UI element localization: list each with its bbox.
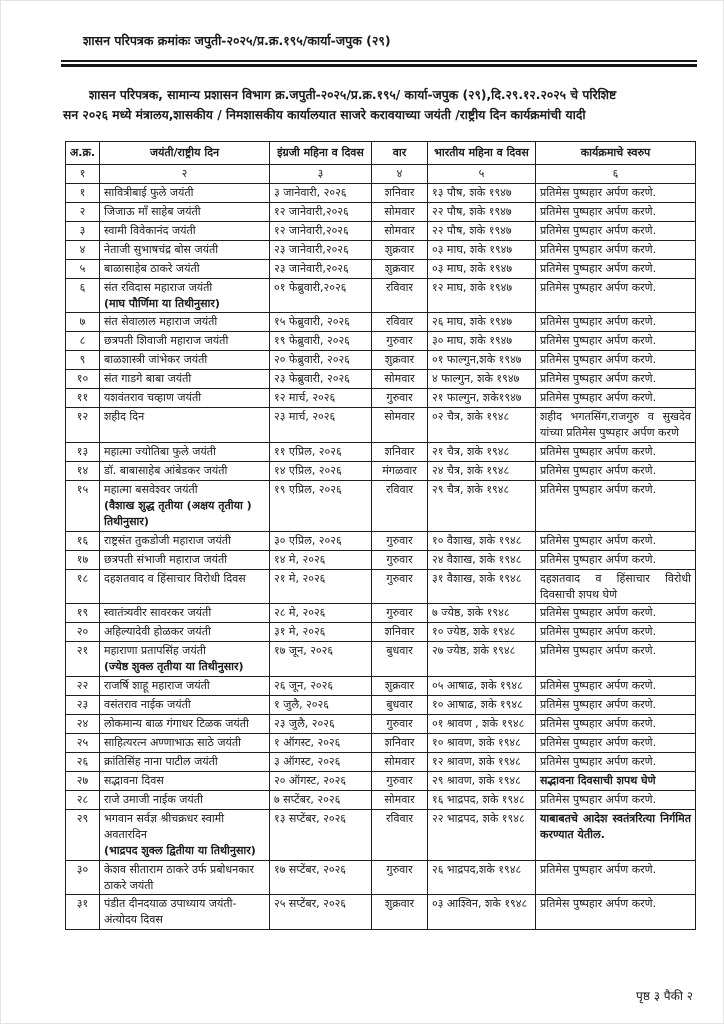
weekday-cell: गुरुवार xyxy=(372,860,428,895)
occasion-name: यशवंतराव चव्हाण जयंती xyxy=(104,391,202,405)
table-row xyxy=(66,550,696,569)
occasion-cell xyxy=(100,408,270,443)
english-date-cell: १४ मे, २०२६ xyxy=(270,550,372,569)
indian-date-cell: २९ श्रावण, शके १९४८ xyxy=(428,771,536,790)
occasion-name: महात्मा बसवेश्वर जयंती xyxy=(104,482,198,496)
serial-number-cell: २३ xyxy=(66,696,100,715)
english-date-cell: १ जुलै, २०२६ xyxy=(270,696,372,715)
program-cell: प्रतिमेस पुष्पहार अर्पण करणे. xyxy=(536,202,696,221)
english-date-cell: २३ फेब्रुवारी, २०२६ xyxy=(270,370,372,389)
weekday-cell: मंगळवार xyxy=(372,461,428,480)
english-date-cell: २६ जून, २०२६ xyxy=(270,677,372,696)
serial-number-cell: ५ xyxy=(66,259,100,278)
occasion-cell xyxy=(100,278,270,313)
program-cell: प्रतिमेस पुष्पहार अर्पण करणे. xyxy=(536,461,696,480)
header-divider-rule xyxy=(61,60,697,67)
indian-date-cell: २२ पौष, शके १९४७ xyxy=(428,202,536,221)
weekday-cell: सोमवार xyxy=(372,370,428,389)
indian-date-cell: ०३ माघ, शके १९४७ xyxy=(428,240,536,259)
occasion-name: शहीद दिन xyxy=(104,410,145,424)
weekday-cell: बुधवार xyxy=(372,696,428,715)
table-row xyxy=(66,389,696,408)
serial-number-cell: १६ xyxy=(66,531,100,550)
column-number: ३ xyxy=(270,164,372,183)
serial-number-cell: २० xyxy=(66,623,100,642)
indian-date-cell: १० आषाढ, शके १९४८ xyxy=(428,696,536,715)
weekday-cell: शुक्रवार xyxy=(372,240,428,259)
occasion-cell xyxy=(100,550,270,569)
occasion-cell xyxy=(100,221,270,240)
indian-date-cell: ३० माघ, शके १९४७ xyxy=(428,332,536,351)
page-number: पृष्ठ ३ पैकी २ xyxy=(636,989,693,1003)
indian-date-cell: ०५ आषाढ, शके १९४८ xyxy=(428,677,536,696)
column-header-occasion: जयंती/राष्ट्रीय दिन xyxy=(100,142,270,165)
indian-date-cell: २१ फाल्गुन, शके१९४७ xyxy=(428,389,536,408)
serial-number-cell: ९ xyxy=(66,351,100,370)
weekday-cell: सोमवार xyxy=(372,221,428,240)
occasion-cell xyxy=(100,677,270,696)
english-date-cell: २३ मार्च, २०२६ xyxy=(270,408,372,443)
holiday-schedule-table xyxy=(65,141,696,930)
table-row xyxy=(66,278,696,313)
english-date-cell: ०१ फेब्रुवारी,२०२६ xyxy=(270,278,372,313)
occasion-name: अहिल्यादेवी होळकर जयंती xyxy=(104,625,211,639)
serial-number-cell: ६ xyxy=(66,278,100,313)
occasion-cell xyxy=(100,332,270,351)
program-cell: प्रतिमेस पुष्पहार अर्पण करणे. xyxy=(536,259,696,278)
occasion-cell xyxy=(100,696,270,715)
table-row xyxy=(66,895,696,930)
program-cell: प्रतिमेस पुष्पहार अर्पण करणे. xyxy=(536,715,696,734)
english-date-cell: २० ऑगस्ट, २०२६ xyxy=(270,771,372,790)
english-date-cell: १३ सप्टेंबर, २०२६ xyxy=(270,809,372,860)
program-cell: प्रतिमेस पुष्पहार अर्पण करणे. xyxy=(536,221,696,240)
table-row xyxy=(66,332,696,351)
indian-date-cell: ४ फाल्गुन, शके १९४७ xyxy=(428,370,536,389)
program-cell: प्रतिमेस पुष्पहार अर्पण करणे. xyxy=(536,443,696,462)
program-cell: प्रतिमेस पुष्पहार अर्पण करणे. xyxy=(536,790,696,809)
weekday-cell: गुरुवार xyxy=(372,771,428,790)
occasion-name: महाराणा प्रतापसिंह जयंती xyxy=(104,644,206,658)
english-date-cell: १७ जून, २०२६ xyxy=(270,642,372,677)
english-date-cell: १९ एप्रिल, २०२६ xyxy=(270,480,372,531)
indian-date-cell: २२ पौष, शके १९४७ xyxy=(428,221,536,240)
occasion-cell xyxy=(100,259,270,278)
column-header-serial: अ.क्र. xyxy=(66,142,100,165)
english-date-cell: २३ जुलै, २०२६ xyxy=(270,715,372,734)
occasion-name: बाळशास्त्री जांभेकर जयंती xyxy=(104,353,208,367)
weekday-cell: गुरुवार xyxy=(372,332,428,351)
english-date-cell: १ ऑगस्ट, २०२६ xyxy=(270,734,372,753)
indian-date-cell: १६ भाद्रपद, शके १९४८ xyxy=(428,790,536,809)
indian-date-cell: १३ पौष, शके १९४७ xyxy=(428,183,536,202)
table-row xyxy=(66,569,696,604)
table-row xyxy=(66,408,696,443)
occasion-name: संत गाडगे बाबा जयंती xyxy=(104,372,192,386)
table-row xyxy=(66,183,696,202)
weekday-cell: रविवार xyxy=(372,480,428,531)
english-date-cell: १९ फेब्रुवारी, २०२६ xyxy=(270,332,372,351)
occasion-name: नेताजी सुभाषचंद्र बोस जयंती xyxy=(104,242,219,256)
column-number: १ xyxy=(66,164,100,183)
table-row xyxy=(66,480,696,531)
circular-intro xyxy=(63,86,667,126)
table-row xyxy=(66,809,696,860)
indian-date-cell: २६ भाद्रपद,शके १९४८ xyxy=(428,860,536,895)
program-cell: प्रतिमेस पुष्पहार अर्पण करणे. xyxy=(536,860,696,895)
weekday-cell: गुरुवार xyxy=(372,569,428,604)
serial-number-cell: १७ xyxy=(66,550,100,569)
serial-number-cell: ३१ xyxy=(66,895,100,930)
serial-number-cell: ३ xyxy=(66,221,100,240)
column-header-english-date: इंग्रजी महिना व दिवस xyxy=(270,142,372,165)
program-cell: याबाबतचे आदेश स्वतंत्ररित्या निर्गमित करण्यात येतील. xyxy=(536,809,696,860)
indian-date-cell: ०१ फाल्गुन,शके १९४७ xyxy=(428,351,536,370)
indian-date-cell: २२ भाद्रपद, शके १९४८ xyxy=(428,809,536,860)
indian-date-cell: २७ ज्येष्ठ, शके १९४८ xyxy=(428,642,536,677)
intro-line-2: सन २०२६ मध्ये मंत्रालय,शासकीय / निमशासकीय कार्यालयात साजरे करावयाच्या जयंती /राष्ट्रीय दिन कार्यक्रमांची यादी xyxy=(63,107,586,122)
serial-number-cell: ७ xyxy=(66,313,100,332)
program-cell: शहीद भगतसिंग,राजगुरु व सुखदेव यांच्या प्रतिमेस पुष्पहार अर्पण करणे xyxy=(536,408,696,443)
indian-date-cell: २१ चैत्र, शके १९४८ xyxy=(428,443,536,462)
occasion-name: डॉ. बाबासाहेब आंबेडकर जयंती xyxy=(104,463,228,477)
serial-number-cell: २ xyxy=(66,202,100,221)
weekday-cell: सोमवार xyxy=(372,752,428,771)
occasion-name: संत सेवालाल महाराज जयंती xyxy=(104,315,218,329)
occasion-cell xyxy=(100,895,270,930)
serial-number-cell: ११ xyxy=(66,389,100,408)
weekday-cell: शनिवार xyxy=(372,623,428,642)
occasion-cell xyxy=(100,715,270,734)
english-date-cell: २३ जानेवारी,२०२६ xyxy=(270,259,372,278)
occasion-cell xyxy=(100,531,270,550)
indian-date-cell: ७ ज्येष्ठ, शके १९४८ xyxy=(428,604,536,623)
serial-number-cell: २९ xyxy=(66,809,100,860)
weekday-cell: सोमवार xyxy=(372,790,428,809)
occasion-cell xyxy=(100,809,270,860)
occasion-name: महात्मा ज्योतिबा फुले जयंती xyxy=(104,445,216,458)
program-cell: प्रतिमेस पुष्पहार अर्पण करणे. xyxy=(536,480,696,531)
program-cell: प्रतिमेस पुष्पहार अर्पण करणे. xyxy=(536,183,696,202)
weekday-cell: गुरुवार xyxy=(372,531,428,550)
indian-date-cell: २९ चैत्र, शके १९४८ xyxy=(428,480,536,531)
indian-date-cell: २४ चैत्र, शके १९४८ xyxy=(428,461,536,480)
column-number: ६ xyxy=(536,164,696,183)
serial-number-cell: ४ xyxy=(66,240,100,259)
program-cell: प्रतिमेस पुष्पहार अर्पण करणे. xyxy=(536,313,696,332)
intro-line-1: शासन परिपत्रक, सामान्य प्रशासन विभाग क्र.जपुती-२०२५/प्र.क्र.१९५/ कार्या-जपुक (२९),दि.२९.१२.२०२५ चे परिशिष्ट xyxy=(89,88,617,102)
occasion-cell xyxy=(100,443,270,462)
english-date-cell: १२ मार्च, २०२६ xyxy=(270,389,372,408)
serial-number-cell: २७ xyxy=(66,771,100,790)
program-cell: प्रतिमेस पुष्पहार अर्पण करणे. xyxy=(536,677,696,696)
table-row xyxy=(66,604,696,623)
program-cell: प्रतिमेस पुष्पहार अर्पण करणे. xyxy=(536,734,696,753)
occasion-name: दहशतवाद व हिंसाचार विरोधी दिवस xyxy=(104,571,246,585)
serial-number-cell: १४ xyxy=(66,461,100,480)
program-cell: प्रतिमेस पुष्पहार अर्पण करणे. xyxy=(536,278,696,313)
occasion-cell xyxy=(100,389,270,408)
occasion-cell xyxy=(100,569,270,604)
table-row xyxy=(66,752,696,771)
occasion-name: राष्ट्रसंत तुकडोजी महाराज जयंती xyxy=(104,533,231,547)
english-date-cell: १५ फेब्रुवारी, २०२६ xyxy=(270,313,372,332)
english-date-cell: २० फेब्रुवारी, २०२६ xyxy=(270,351,372,370)
occasion-cell xyxy=(100,480,270,531)
serial-number-cell: ३० xyxy=(66,860,100,895)
program-cell: दहशतवाद व हिंसाचार विरोधी दिवसाची शपथ घेणे xyxy=(536,569,696,604)
weekday-cell: गुरुवार xyxy=(372,715,428,734)
occasion-cell xyxy=(100,240,270,259)
program-cell: प्रतिमेस पुष्पहार अर्पण करणे. xyxy=(536,604,696,623)
weekday-cell: शनिवार xyxy=(372,734,428,753)
occasion-name: संत रविदास महाराज जयंती xyxy=(104,280,213,294)
occasion-name: जिजाऊ माँ साहेब जयंती xyxy=(104,204,201,218)
weekday-cell: रविवार xyxy=(372,278,428,313)
english-date-cell: ११ एप्रिल, २०२६ xyxy=(270,443,372,462)
occasion-name: बाळासाहेब ठाकरे जयंती xyxy=(104,261,200,275)
english-date-cell: २१ मे, २०२६ xyxy=(270,569,372,604)
occasion-cell xyxy=(100,370,270,389)
indian-date-cell: २४ वैशाख, शके १९४८ xyxy=(428,550,536,569)
english-date-cell: ३० एप्रिल, २०२६ xyxy=(270,531,372,550)
occasion-name: वसंतराव नाईक जयंती xyxy=(104,698,191,712)
weekday-cell: शुक्रवार xyxy=(372,259,428,278)
english-date-cell: २३ जानेवारी,२०२६ xyxy=(270,240,372,259)
serial-number-cell: २४ xyxy=(66,715,100,734)
table-row xyxy=(66,240,696,259)
serial-number-cell: १२ xyxy=(66,408,100,443)
occasion-name: सावित्रीबाई फुले जयंती xyxy=(104,185,194,199)
occasion-cell xyxy=(100,313,270,332)
indian-date-cell: ३१ वैशाख, शके १९४८ xyxy=(428,569,536,604)
circular-reference-number: शासन परिपत्रक क्रमांकः जपुती-२०२५/प्र.क्र.१९५/कार्या-जपुक (२९) xyxy=(83,33,391,48)
serial-number-cell: २५ xyxy=(66,734,100,753)
occasion-name: केशव सीताराम ठाकरे उर्फ प्रबोधनकार ठाकरे जयंती xyxy=(104,862,255,892)
program-cell: प्रतिमेस पुष्पहार अर्पण करणे. xyxy=(536,623,696,642)
serial-number-cell: १९ xyxy=(66,604,100,623)
english-date-cell: १२ जानेवारी,२०२६ xyxy=(270,221,372,240)
weekday-cell: रविवार xyxy=(372,313,428,332)
table-row xyxy=(66,443,696,462)
occasion-cell xyxy=(100,183,270,202)
occasion-name: सद्भावना दिवस xyxy=(104,773,164,787)
occasion-name: राजे उमाजी नाईक जयंती xyxy=(104,792,203,806)
occasion-name: साहित्यरत्न अण्णाभाऊ साठे जयंती xyxy=(104,736,241,749)
serial-number-cell: २६ xyxy=(66,752,100,771)
occasion-cell xyxy=(100,771,270,790)
column-header-weekday: वार xyxy=(372,142,428,165)
program-cell: प्रतिमेस पुष्पहार अर्पण करणे. xyxy=(536,531,696,550)
occasion-cell xyxy=(100,623,270,642)
weekday-cell: शनिवार xyxy=(372,443,428,462)
program-cell: प्रतिमेस पुष्पहार अर्पण करणे. xyxy=(536,895,696,930)
occasion-name: लोकमान्य बाळ गंगाधर टिळक जयंती xyxy=(104,717,249,731)
table-row xyxy=(66,461,696,480)
program-cell: प्रतिमेस पुष्पहार अर्पण करणे. xyxy=(536,696,696,715)
english-date-cell: १७ सप्टेंबर, २०२६ xyxy=(270,860,372,895)
table-row xyxy=(66,677,696,696)
indian-date-cell: ०३ आश्विन, शके १९४८ xyxy=(428,895,536,930)
serial-number-cell: १० xyxy=(66,370,100,389)
program-cell: प्रतिमेस पुष्पहार अर्पण करणे. xyxy=(536,332,696,351)
weekday-cell: शनिवार xyxy=(372,183,428,202)
serial-number-cell: २८ xyxy=(66,790,100,809)
column-number-row xyxy=(66,164,696,183)
weekday-cell: रविवार xyxy=(372,809,428,860)
english-date-cell: ७ सप्टेंबर, २०२६ xyxy=(270,790,372,809)
table-row xyxy=(66,860,696,895)
english-date-cell: ३ जानेवारी, २०२६ xyxy=(270,183,372,202)
weekday-cell: शुक्रवार xyxy=(372,895,428,930)
indian-date-cell: १२ माघ, शके १९४७ xyxy=(428,278,536,313)
indian-date-cell: २६ माघ, शके १९४७ xyxy=(428,313,536,332)
occasion-name: क्रांतिसिंह नाना पाटील जयंती xyxy=(104,754,218,768)
occasion-name: छत्रपती शिवाजी महाराज जयंती xyxy=(104,334,229,348)
occasion-cell xyxy=(100,734,270,753)
serial-number-cell: १ xyxy=(66,183,100,202)
occasion-cell xyxy=(100,790,270,809)
column-number: २ xyxy=(100,164,270,183)
column-header-program: कार्यक्रमाचे स्वरुप xyxy=(536,142,696,165)
weekday-cell: सोमवार xyxy=(372,408,428,443)
serial-number-cell: १८ xyxy=(66,569,100,604)
table-row xyxy=(66,370,696,389)
occasion-name: छत्रपती संभाजी महाराज जयंती xyxy=(104,552,228,566)
occasion-name: पंडीत दीनदयाळ उपाध्याय जयंती- अंत्योदय दिवस xyxy=(104,897,237,927)
english-date-cell: २८ मे, २०२६ xyxy=(270,604,372,623)
occasion-tithi-note: (भाद्रपद शुक्ल द्वितीया या तिथीनुसार) xyxy=(104,843,256,857)
occasion-name: स्वातंत्र्यवीर सावरकर जयंती xyxy=(104,606,212,620)
english-date-cell: ३१ मे, २०२६ xyxy=(270,623,372,642)
column-number: ५ xyxy=(428,164,536,183)
column-header-indian-date: भारतीय महिना व दिवस xyxy=(428,142,536,165)
serial-number-cell: १५ xyxy=(66,480,100,531)
occasion-cell xyxy=(100,461,270,480)
table-row xyxy=(66,715,696,734)
column-number: ४ xyxy=(372,164,428,183)
occasion-name: भगवान सर्वज्ञ श्रीचक्रधर स्वामी अवतारदिन xyxy=(104,811,225,841)
weekday-cell: शुक्रवार xyxy=(372,677,428,696)
serial-number-cell: २२ xyxy=(66,677,100,696)
indian-date-cell: १२ श्रावण, शके १९४८ xyxy=(428,752,536,771)
indian-date-cell: ०१ श्रावण , शके १९४८ xyxy=(428,715,536,734)
occasion-tithi-note: (माघ पौर्णिमा या तिथीनुसार) xyxy=(104,296,220,310)
weekday-cell: गुरुवार xyxy=(372,389,428,408)
table-row xyxy=(66,531,696,550)
program-cell: प्रतिमेस पुष्पहार अर्पण करणे. xyxy=(536,389,696,408)
weekday-cell: गुरुवार xyxy=(372,550,428,569)
indian-date-cell: १० वैशाख, शके १९४८ xyxy=(428,531,536,550)
weekday-cell: गुरुवार xyxy=(372,604,428,623)
occasion-tithi-note: (वैशाख शुद्ध तृतीया (अक्षय तृतीया ) तिथीनुसार) xyxy=(104,498,252,528)
table-row xyxy=(66,351,696,370)
program-cell: प्रतिमेस पुष्पहार अर्पण करणे. xyxy=(536,550,696,569)
table-row xyxy=(66,259,696,278)
serial-number-cell: २१ xyxy=(66,642,100,677)
table-row xyxy=(66,313,696,332)
indian-date-cell: ०३ माघ, शके १९४७ xyxy=(428,259,536,278)
occasion-cell xyxy=(100,604,270,623)
program-cell: प्रतिमेस पुष्पहार अर्पण करणे. xyxy=(536,752,696,771)
table-row xyxy=(66,221,696,240)
occasion-cell xyxy=(100,860,270,895)
weekday-cell: सोमवार xyxy=(372,202,428,221)
serial-number-cell: १३ xyxy=(66,443,100,462)
program-cell: प्रतिमेस पुष्पहार अर्पण करणे. xyxy=(536,370,696,389)
indian-date-cell: ०२ चैत्र, शके १९४८ xyxy=(428,408,536,443)
english-date-cell: ३ ऑगस्ट, २०२६ xyxy=(270,752,372,771)
program-cell: सद्भावना दिवसाची शपथ घेणे xyxy=(536,771,696,790)
occasion-cell xyxy=(100,202,270,221)
occasion-name: राजर्षि शाहू महाराज जयंती xyxy=(104,679,210,693)
serial-number-cell: ८ xyxy=(66,332,100,351)
table-row xyxy=(66,202,696,221)
table-header-row xyxy=(66,142,696,165)
indian-date-cell: १० ज्येष्ठ, शके १९४८ xyxy=(428,623,536,642)
weekday-cell: बुधवार xyxy=(372,642,428,677)
program-cell: प्रतिमेस पुष्पहार अर्पण करणे. xyxy=(536,642,696,677)
table-row xyxy=(66,642,696,677)
occasion-tithi-note: (ज्येष्ठ शुक्ल तृतीया या तिथीनुसार) xyxy=(104,660,244,674)
weekday-cell: शुक्रवार xyxy=(372,351,428,370)
table-row xyxy=(66,771,696,790)
program-cell: प्रतिमेस पुष्पहार अर्पण करणे. xyxy=(536,351,696,370)
occasion-name: स्वामी विवेकानंद जयंती xyxy=(104,223,196,237)
english-date-cell: १२ जानेवारी,२०२६ xyxy=(270,202,372,221)
table-row xyxy=(66,696,696,715)
english-date-cell: २५ सप्टेंबर, २०२६ xyxy=(270,895,372,930)
table-row xyxy=(66,734,696,753)
english-date-cell: १४ एप्रिल, २०२६ xyxy=(270,461,372,480)
holiday-table-body xyxy=(66,183,696,929)
indian-date-cell: १० श्रावण, शके १९४८ xyxy=(428,734,536,753)
occasion-cell xyxy=(100,752,270,771)
table-row xyxy=(66,623,696,642)
occasion-cell xyxy=(100,642,270,677)
occasion-cell xyxy=(100,351,270,370)
program-cell: प्रतिमेस पुष्पहार अर्पण करणे. xyxy=(536,240,696,259)
table-row xyxy=(66,790,696,809)
